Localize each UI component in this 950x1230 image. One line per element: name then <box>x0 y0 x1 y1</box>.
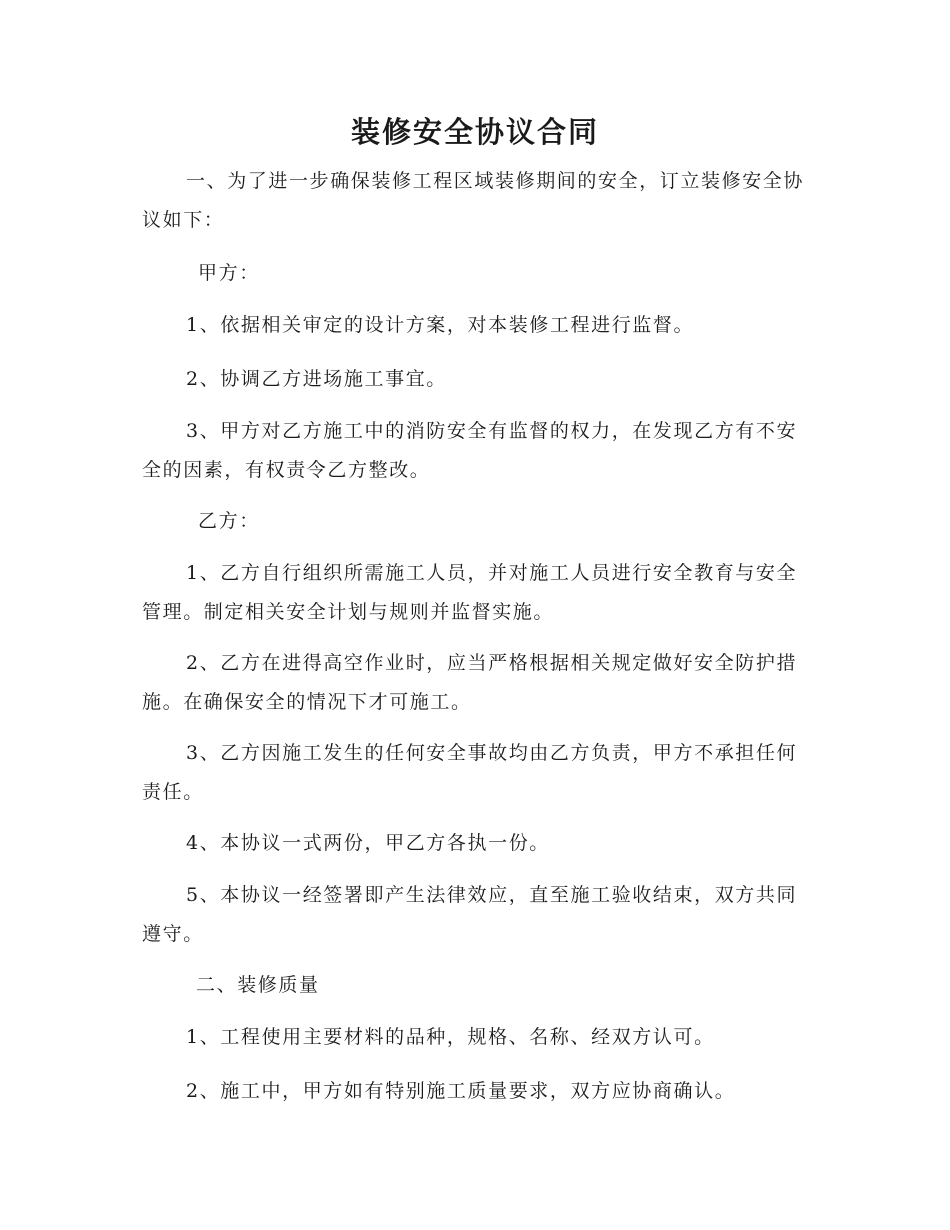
party-b-item-2: 2、乙方在进得高空作业时，应当严格根据相关规定做好安全防护措施。在确保安全的情况下才可施工。 <box>142 652 798 713</box>
party-a-item-2: 2、协调乙方进场施工事宜。 <box>186 368 447 390</box>
document-title: 装修安全协议合同 <box>350 115 599 149</box>
party-b-heading: 乙方： <box>198 510 260 532</box>
party-b-item-5: 5、本协议一经签署即产生法律效应，直至施工验收结束，双方共同遵守。 <box>142 884 798 945</box>
party-a-item-3: 3、甲方对乙方施工中的消防安全有监督的权力，在发现乙方有不安全的因素，有权责令乙方整改。 <box>142 420 798 481</box>
section2-item-1: 1、工程使用主要材料的品种，规格、名称、经双方认可。 <box>186 1026 715 1048</box>
intro-paragraph: 一、为了进一步确保装修工程区域装修期间的安全，订立装修安全协议如下： <box>142 170 805 231</box>
party-b-item-1: 1、乙方自行组织所需施工人员，并对施工人员进行安全教育与安全管理。制定相关安全计划与规则并监督实施。 <box>142 562 798 623</box>
party-b-item-3: 3、乙方因施工发生的任何安全事故均由乙方负责，甲方不承担任何责任。 <box>142 742 798 803</box>
party-a-item-1: 1、依据相关审定的设计方案，对本装修工程进行监督。 <box>186 314 695 336</box>
section2-item-2: 2、施工中，甲方如有特别施工质量要求，双方应协商确认。 <box>186 1080 736 1102</box>
party-a-heading: 甲方： <box>198 262 260 284</box>
section2-heading: 二、装修质量 <box>196 974 320 996</box>
party-b-item-4: 4、本协议一式两份，甲乙方各执一份。 <box>186 832 550 854</box>
